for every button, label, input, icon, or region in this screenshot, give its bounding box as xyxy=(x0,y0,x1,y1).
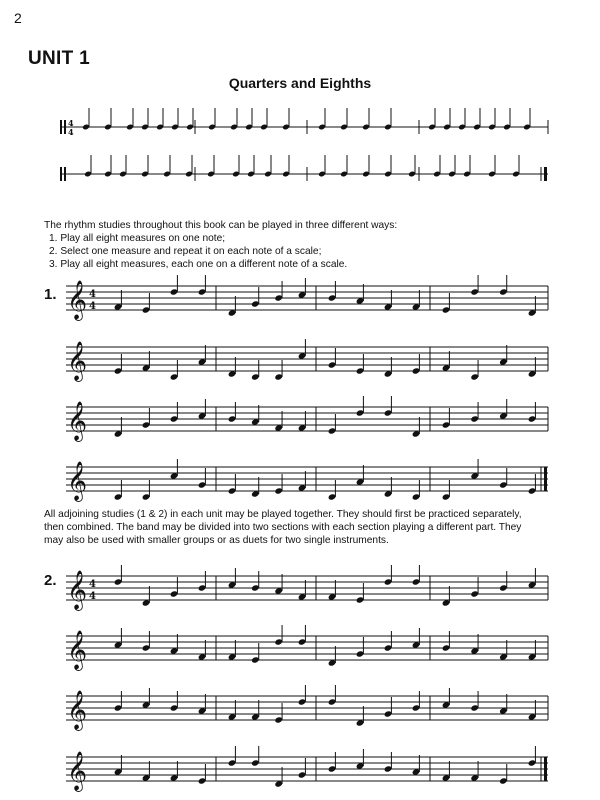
treble-clef-icon: 𝄞 xyxy=(67,401,88,441)
music-staff xyxy=(66,565,548,611)
time-signature-bottom: 4 xyxy=(68,127,74,137)
percussion-clef xyxy=(60,167,62,181)
final-barline xyxy=(544,467,547,491)
final-barline xyxy=(544,167,547,181)
instruction-item: 2. Select one measure and repeat it on each note of a scale; xyxy=(49,246,322,257)
note-line: then combined. The band may be divided into two sections with each section playing a different part. They xyxy=(44,522,522,533)
page-number: 2 xyxy=(14,10,22,26)
time-signature-bottom: 4 xyxy=(89,301,96,312)
time-signature-bottom: 4 xyxy=(89,591,96,602)
final-barline xyxy=(544,757,547,781)
rhythm-line xyxy=(60,108,548,137)
percussion-clef xyxy=(64,120,66,134)
note-line: may also be used with smaller groups or as duets for two single instruments. xyxy=(44,535,389,546)
music-staff xyxy=(66,459,548,502)
instructions xyxy=(44,219,564,271)
study-number: 1. xyxy=(44,286,57,303)
music-staff xyxy=(66,685,548,731)
instructions-lead: The rhythm studies throughout this book can be played in three different ways: xyxy=(44,220,398,231)
treble-clef-icon: 𝄞 xyxy=(67,280,88,320)
music-staff xyxy=(66,746,548,792)
note-line: All adjoining studies (1 & 2) in each unit may be played together. They should first be practiced separately, xyxy=(44,509,522,520)
percussion-clef xyxy=(64,167,66,181)
combined-note xyxy=(44,508,564,547)
rhythm-lines xyxy=(60,108,548,181)
instruction-item: 1. Play all eight measures on one note; xyxy=(49,233,226,244)
music-staff xyxy=(66,339,548,382)
percussion-clef xyxy=(60,120,62,134)
music-staff xyxy=(66,396,548,442)
music-staff xyxy=(66,625,548,671)
treble-clef-icon: 𝄞 xyxy=(67,570,88,610)
time-signature-top: 4 xyxy=(89,289,96,300)
section-title: Quarters and Eighths xyxy=(228,75,372,91)
time-signature-top: 4 xyxy=(68,118,74,128)
rhythm-line xyxy=(60,155,548,181)
unit-title: UNIT 1 xyxy=(28,48,90,69)
treble-clef-icon: 𝄞 xyxy=(67,461,88,501)
treble-clef-icon: 𝄞 xyxy=(67,690,88,730)
study-number: 2. xyxy=(44,572,57,589)
music-staff xyxy=(66,275,548,321)
time-signature-top: 4 xyxy=(89,579,96,590)
treble-clef-icon: 𝄞 xyxy=(67,751,88,791)
treble-clef-icon: 𝄞 xyxy=(67,341,88,381)
treble-clef-icon: 𝄞 xyxy=(67,630,88,670)
instruction-item: 3. Play all eight measures, each one on a different note of a scale. xyxy=(49,259,348,270)
